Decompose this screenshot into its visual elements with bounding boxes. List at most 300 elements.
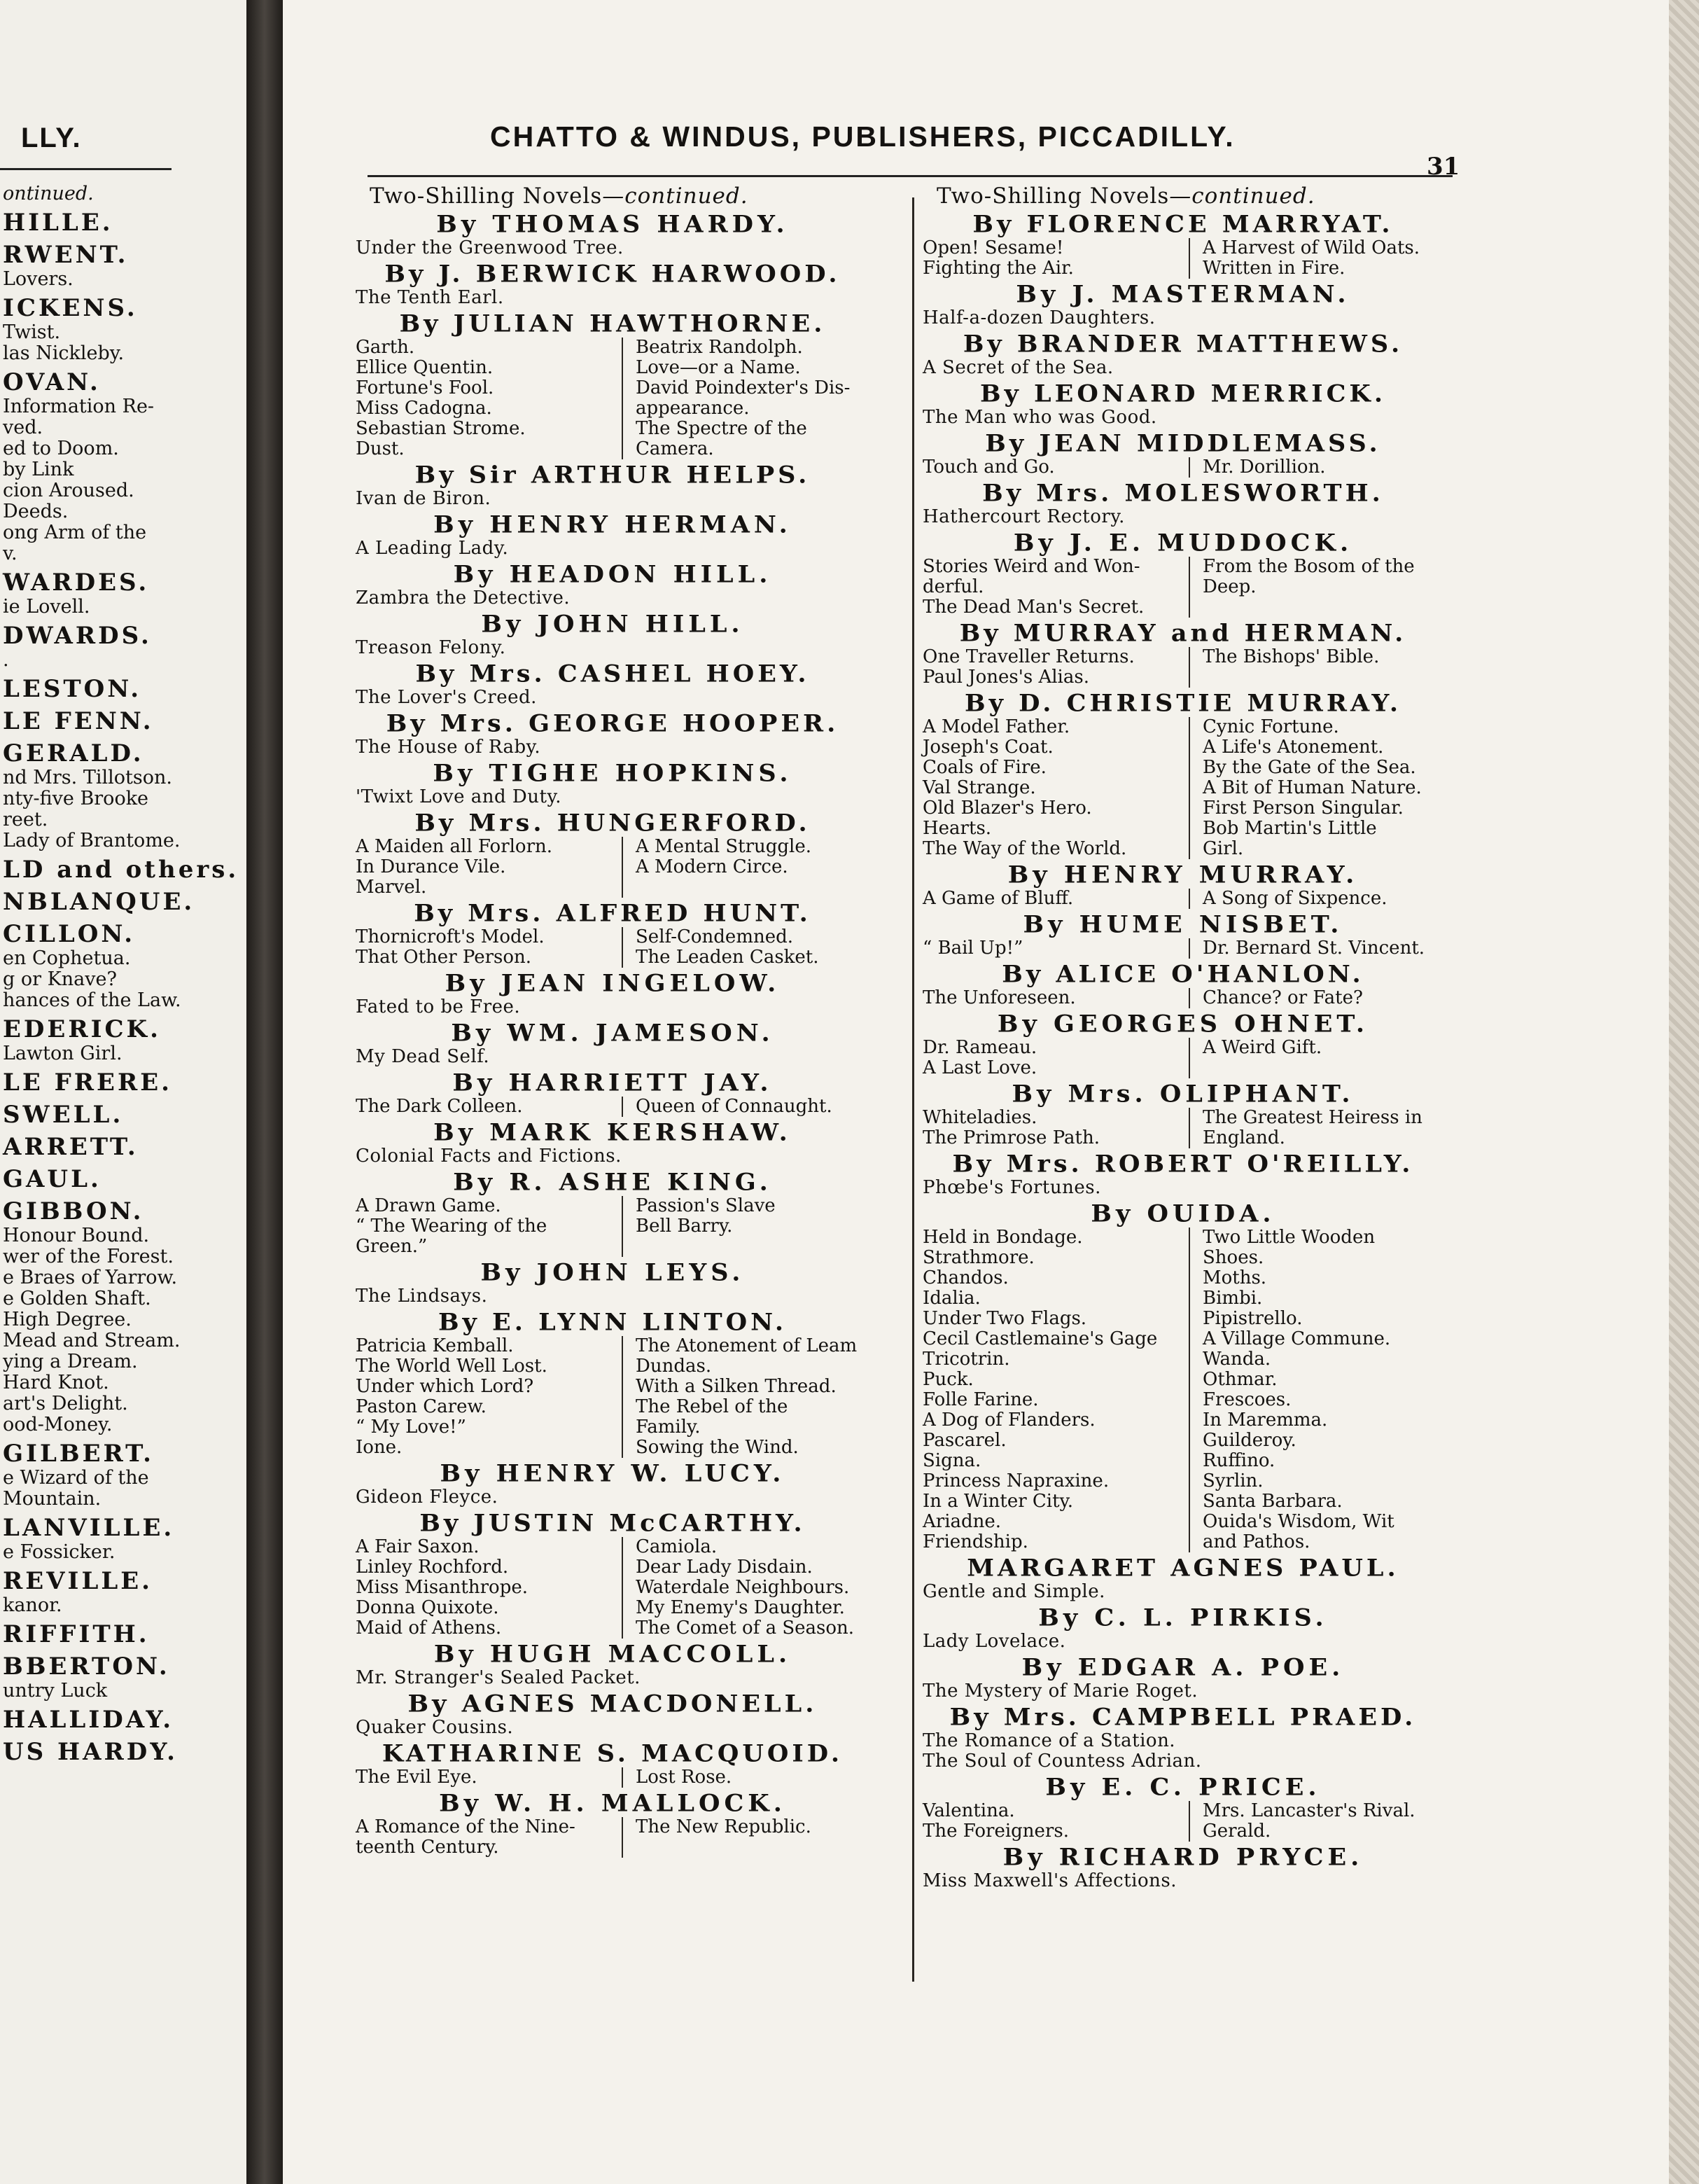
book-title: Whiteladies. (923, 1107, 1037, 1128)
author-entry (336, 1641, 889, 1688)
book-title: Moths. (1203, 1267, 1267, 1288)
book-title: ong Arm of the (3, 522, 147, 543)
book-title: The Soul of Countess Adrian. (923, 1751, 1202, 1772)
book-title: Patricia Kemball. (356, 1335, 514, 1356)
book-title: Old Blazer's Hero. (923, 798, 1092, 819)
author-entry (336, 211, 889, 258)
book-title: The Greatest Heiress in (1203, 1107, 1422, 1128)
book-title: ontinued. (3, 183, 94, 204)
book-title: Donna Quixote. (356, 1597, 499, 1618)
author-entry (903, 1081, 1463, 1148)
author-heading: By Mrs. ROBERT O'REILLY. (952, 1150, 1414, 1178)
author-entry (336, 1070, 889, 1117)
book-title: A Weird Gift. (1203, 1037, 1322, 1058)
book-title: With a Silken Thread. (636, 1376, 837, 1397)
book-title: Fated to be Free. (356, 996, 521, 1017)
author-heading: GERALD. (3, 739, 144, 767)
book-title: Ivan de Biron. (356, 488, 491, 509)
book-title: The House of Raby. (356, 737, 541, 758)
author-heading: By JOHN HILL. (481, 611, 744, 638)
title-grid (336, 1336, 889, 1458)
author-heading: By E. LYNN LINTON. (438, 1309, 788, 1336)
author-heading: By HENRY W. LUCY. (440, 1460, 785, 1487)
book-title: Treason Felony. (356, 637, 506, 658)
book-title: Marvel. (356, 877, 427, 898)
author-entry (336, 661, 889, 708)
author-heading: By HEADON HILL. (453, 561, 772, 588)
book-title: and Pathos. (1203, 1531, 1310, 1552)
book-title: ie Lovell. (3, 596, 90, 618)
book-title: Gentle and Simple. (923, 1581, 1105, 1602)
title-column-2 (622, 1767, 889, 1788)
book-title: Ellice Quentin. (356, 357, 494, 378)
book-title: Puck. (923, 1369, 974, 1390)
book-title: Mrs. Lancaster's Rival. (1203, 1800, 1415, 1821)
author-heading: WARDES. (3, 569, 150, 597)
author-heading: LANVILLE. (3, 1514, 175, 1542)
book-title: appearance. (636, 398, 750, 419)
title-column-1 (903, 1038, 1189, 1078)
author-heading: By HUGH MACCOLL. (433, 1641, 792, 1668)
title-column-1 (336, 1767, 622, 1788)
book-title: e Braes of Yarrow. (3, 1267, 178, 1288)
book-title: wer of the Forest. (3, 1246, 174, 1267)
author-heading: By THOMAS HARDY. (436, 211, 789, 238)
book-title: Fighting the Air. (923, 258, 1074, 279)
title-column-1 (336, 837, 622, 898)
book-title: A Harvest of Wild Oats. (1203, 237, 1420, 258)
title-column-2 (622, 927, 889, 968)
author-entry (336, 462, 889, 509)
author-entry (903, 211, 1463, 279)
book-gutter (246, 0, 283, 2184)
author-heading: By E. C. PRICE. (1045, 1774, 1321, 1801)
book-title: cion Aroused. (3, 480, 134, 501)
book-title: My Enemy's Daughter. (636, 1597, 845, 1618)
book-title: Quaker Cousins. (356, 1717, 514, 1738)
book-title: Wanda. (1203, 1349, 1271, 1370)
left-page-text (3, 183, 241, 1766)
book-title: Touch and Go. (923, 457, 1055, 478)
book-title: e Fossicker. (3, 1541, 116, 1563)
author-heading: By EDGAR A. POE. (1021, 1654, 1345, 1681)
book-title: Folle Farine. (923, 1389, 1039, 1410)
book-title: The Lindsays. (356, 1286, 488, 1307)
author-heading: By C. L. PIRKIS. (1038, 1604, 1328, 1632)
book-title: Beatrix Randolph. (636, 337, 803, 358)
title-grid (903, 1801, 1463, 1842)
book-title: Strathmore. (923, 1247, 1035, 1268)
author-entry (336, 900, 889, 968)
book-title: ood-Money. (3, 1414, 113, 1435)
book-title: Honour Bound. (3, 1225, 150, 1246)
running-head: CHATTO & WINDUS, PUBLISHERS, PICCADILLY. (490, 120, 1236, 153)
book-title: A Mental Struggle. (636, 836, 812, 857)
book-title: g or Knave? (3, 968, 117, 990)
author-heading: By MURRAY and HERMAN. (959, 620, 1407, 647)
left-page-head-rule (0, 168, 172, 170)
book-title: Tricotrin. (923, 1349, 1010, 1370)
author-heading: By HENRY MURRAY. (1007, 861, 1359, 889)
book-title: The Primrose Path. (923, 1127, 1100, 1148)
book-title: England. (1203, 1127, 1285, 1148)
book-title: Paston Carew. (356, 1396, 487, 1417)
book-title: Frescoes. (1203, 1389, 1292, 1410)
book-title: nty-five Brooke (3, 788, 149, 809)
book-title: Pipistrello. (1203, 1308, 1303, 1329)
title-grid (903, 1227, 1463, 1552)
author-heading: NBLANQUE. (3, 888, 195, 916)
book-title: Passion's Slave (636, 1195, 776, 1216)
book-title: e Golden Shaft. (3, 1288, 151, 1309)
book-title: Two Little Wooden (1203, 1227, 1376, 1248)
book-title: Princess Napraxine. (923, 1470, 1110, 1491)
book-title: Pascarel. (923, 1430, 1007, 1451)
book-title: The Evil Eye. (356, 1767, 477, 1788)
title-column-2 (1189, 457, 1463, 478)
author-entry (336, 1260, 889, 1307)
book-title: The Spectre of the (636, 418, 807, 439)
title-grid (903, 938, 1463, 959)
book-title: Green.” (356, 1236, 428, 1257)
author-heading: By TIGHE HOPKINS. (433, 760, 792, 787)
book-title: The Dead Man's Secret. (923, 597, 1145, 618)
book-title: v. (3, 543, 18, 564)
book-title: Garth. (356, 337, 415, 358)
book-title: Shoes. (1203, 1247, 1264, 1268)
author-heading: LE FRERE. (3, 1069, 172, 1097)
book-title: Under which Lord? (356, 1376, 534, 1397)
author-heading: By JULIAN HAWTHORNE. (399, 310, 826, 338)
book-title: Dust. (356, 438, 405, 459)
column-title (937, 183, 1463, 209)
book-title: Mead and Stream. (3, 1330, 181, 1351)
book-title: The Way of the World. (923, 838, 1127, 859)
book-title: A Song of Sixpence. (1203, 888, 1387, 909)
author-heading: ARRETT. (3, 1133, 139, 1161)
left-column-entries (336, 211, 889, 1858)
author-heading: MARGARET AGNES PAUL. (967, 1554, 1399, 1582)
right-column (903, 183, 1463, 1891)
column-title-suffix: —continued. (1169, 183, 1315, 209)
title-grid (903, 988, 1463, 1008)
title-grid (336, 1537, 889, 1639)
author-entry (903, 530, 1463, 618)
title-column-1 (903, 1801, 1189, 1842)
book-title: Waterdale Neighbours. (636, 1577, 850, 1598)
book-title: Dear Lady Disdain. (636, 1557, 813, 1578)
author-heading: By J. BERWICK HARWOOD. (384, 260, 841, 288)
book-title: Written in Fire. (1203, 258, 1345, 279)
title-grid (336, 1196, 889, 1257)
author-entry (903, 281, 1463, 328)
author-entry (336, 1169, 889, 1257)
author-entry (336, 1120, 889, 1167)
title-grid (336, 1767, 889, 1788)
book-title: Ruffino. (1203, 1450, 1275, 1471)
author-heading: By Sir ARTHUR HELPS. (414, 461, 811, 489)
header-rule (368, 175, 1453, 177)
author-entry (336, 1309, 889, 1458)
author-heading: By JUSTIN McCARTHY. (419, 1510, 806, 1537)
book-title: Deep. (1203, 576, 1257, 597)
author-entry (336, 1461, 889, 1508)
title-grid (903, 1108, 1463, 1148)
book-title: The Rebel of the (636, 1396, 788, 1417)
book-title: “ Bail Up!” (923, 938, 1023, 959)
book-title: Colonial Facts and Fictions. (356, 1146, 622, 1167)
book-title: Joseph's Coat. (923, 737, 1054, 758)
book-title: Miss Cadogna. (356, 398, 492, 419)
book-title: Half-a-dozen Daughters. (923, 307, 1156, 328)
book-title: In Maremma. (1203, 1410, 1328, 1431)
author-heading: By RICHARD PRYCE. (1002, 1844, 1364, 1871)
book-title: The Man who was Good. (923, 407, 1157, 428)
book-title: Hathercourt Rectory. (923, 506, 1125, 527)
book-title: 'Twixt Love and Duty. (356, 786, 561, 807)
book-title: Phœbe's Fortunes. (923, 1177, 1101, 1198)
book-title: Mr. Stranger's Sealed Packet. (356, 1667, 641, 1688)
book-title: Self-Condemned. (636, 926, 794, 947)
book-title: The World Well Lost. (356, 1356, 547, 1377)
author-heading: US HARDY. (3, 1738, 179, 1766)
book-title: art's Delight. (3, 1393, 128, 1414)
author-heading: RWENT. (3, 241, 129, 269)
book-title: Syrlin. (1203, 1470, 1264, 1491)
title-grid (903, 717, 1463, 859)
book-title: Bob Martin's Little (1203, 818, 1377, 839)
book-title: Dr. Bernard St. Vincent. (1203, 938, 1425, 959)
book-title: A Life's Atonement. (1203, 737, 1384, 758)
book-title: teenth Century. (356, 1837, 499, 1858)
author-heading: LESTON. (3, 675, 142, 703)
title-grid (903, 457, 1463, 478)
author-entry (336, 1510, 889, 1639)
author-heading: By JEAN MIDDLEMASS. (985, 430, 1381, 457)
book-title: A Modern Circe. (636, 856, 788, 877)
book-title: e Wizard of the (3, 1467, 149, 1489)
title-grid (336, 1097, 889, 1117)
book-title: nd Mrs. Tillotson. (3, 767, 172, 788)
title-column-1 (903, 717, 1189, 859)
book-title: A Model Father. (923, 716, 1070, 737)
book-title: A Last Love. (923, 1057, 1037, 1078)
book-title: The Lover's Creed. (356, 687, 537, 708)
author-entry (336, 760, 889, 807)
book-title: Camiola. (636, 1536, 718, 1557)
book-title: A Maiden all Forlorn. (356, 836, 553, 857)
title-column-2 (1189, 647, 1463, 688)
author-heading: LE FENN. (3, 707, 154, 735)
book-title: Mountain. (3, 1488, 102, 1510)
book-title: The Romance of a Station. (923, 1730, 1176, 1751)
title-column-2 (622, 1097, 889, 1117)
title-column-2 (622, 1537, 889, 1639)
book-title: Under Two Flags. (923, 1308, 1087, 1329)
book-title: Guilderoy. (1203, 1430, 1296, 1451)
book-title: My Dead Self. (356, 1046, 490, 1067)
book-title: The Bishops' Bible. (1203, 646, 1380, 667)
author-entry (903, 331, 1463, 378)
book-title: Held in Bondage. (923, 1227, 1083, 1248)
author-entry (903, 1774, 1463, 1842)
author-entry (336, 1790, 889, 1858)
title-grid (903, 889, 1463, 909)
book-title: Queen of Connaught. (636, 1096, 832, 1117)
author-heading: DWARDS. (3, 622, 152, 650)
author-heading: By JOHN LEYS. (480, 1259, 745, 1286)
book-title: A Bit of Human Nature. (1203, 777, 1422, 798)
book-title: Bimbi. (1203, 1288, 1263, 1309)
right-column-entries (903, 211, 1463, 1891)
book-title: Deeds. (3, 501, 69, 522)
author-entry (903, 1844, 1463, 1891)
book-title: A Dog of Flanders. (923, 1410, 1096, 1431)
title-column-2 (622, 1196, 889, 1257)
author-heading: By J. MASTERMAN. (1016, 281, 1350, 308)
book-title: Idalia. (923, 1288, 981, 1309)
book-title: las Nickleby. (3, 342, 125, 364)
book-title: Camera. (636, 438, 714, 459)
book-title: untry Luck (3, 1680, 108, 1702)
author-heading: GIBBON. (3, 1197, 144, 1225)
author-heading: By Mrs. GEORGE HOOPER. (386, 710, 839, 737)
left-page-running-head: LLY. (21, 123, 82, 153)
author-entry (903, 1555, 1463, 1602)
book-title: Ariadne. (923, 1511, 1002, 1532)
title-grid (903, 1038, 1463, 1078)
book-title: The Tenth Earl. (356, 287, 504, 308)
author-heading: By J. E. MUDDOCK. (1013, 529, 1353, 557)
author-entry (336, 611, 889, 658)
book-title: by Link (3, 459, 74, 480)
author-heading: By Mrs. CASHEL HOEY. (415, 660, 810, 688)
author-entry (903, 912, 1463, 959)
author-heading: By LEONARD MERRICK. (979, 380, 1387, 408)
book-title: Thornicroft's Model. (356, 926, 545, 947)
book-title: Hard Knot. (3, 1372, 109, 1393)
author-heading: By MARK KERSHAW. (433, 1119, 792, 1146)
author-heading: By OUIDA. (1091, 1200, 1275, 1227)
book-title: “ The Wearing of the (356, 1216, 547, 1237)
title-column-2 (1189, 1801, 1463, 1842)
book-title: Twist. (3, 321, 61, 343)
book-title: reet. (3, 809, 48, 830)
title-column-2 (1189, 1038, 1463, 1078)
author-entry (903, 431, 1463, 478)
author-heading: By ALICE O'HANLON. (1002, 961, 1364, 988)
author-heading: HALLIDAY. (3, 1706, 174, 1734)
author-entry (336, 1741, 889, 1788)
author-entry (336, 810, 889, 898)
author-heading: BBERTON. (3, 1653, 170, 1681)
title-column-1 (903, 457, 1189, 478)
author-heading: By Mrs. HUNGERFORD. (414, 809, 811, 837)
book-title: Chandos. (923, 1267, 1009, 1288)
book-title: A Romance of the Nine- (356, 1816, 575, 1837)
book-title: Lovers. (3, 268, 74, 290)
author-heading: By R. ASHE KING. (453, 1169, 772, 1196)
book-title: Signa. (923, 1450, 981, 1471)
title-column-2 (1189, 557, 1463, 618)
book-title: The Leaden Casket. (636, 947, 819, 968)
book-title: Girl. (1203, 838, 1244, 859)
author-heading: HILLE. (3, 209, 113, 237)
book-title: Valentina. (923, 1800, 1015, 1821)
title-column-2 (622, 1817, 889, 1858)
title-grid (336, 338, 889, 459)
author-entry (903, 1201, 1463, 1552)
title-column-2 (1189, 717, 1463, 859)
author-heading: By HARRIETT JAY. (452, 1069, 773, 1097)
left-facing-page (0, 0, 246, 2184)
book-title: The Foreigners. (923, 1821, 1069, 1842)
book-title: Stories Weird and Won- (923, 556, 1140, 577)
author-heading: By AGNES MACDONELL. (407, 1690, 818, 1718)
author-heading: KATHARINE S. MACQUOID. (382, 1740, 844, 1767)
title-column-1 (903, 647, 1189, 688)
column-title (370, 183, 889, 209)
book-title: . (3, 649, 9, 671)
book-title: High Degree. (3, 1309, 132, 1330)
title-grid (903, 238, 1463, 279)
author-entry (903, 961, 1463, 1008)
author-entry (903, 862, 1463, 909)
author-entry (903, 480, 1463, 527)
book-title: Miss Maxwell's Affections. (923, 1870, 1177, 1891)
book-title: A Game of Bluff. (923, 888, 1074, 909)
title-column-1 (336, 1537, 622, 1639)
title-column-1 (336, 1336, 622, 1458)
title-grid (336, 927, 889, 968)
book-title: Love—or a Name. (636, 357, 801, 378)
book-title: Paul Jones's Alias. (923, 667, 1089, 688)
title-grid (336, 837, 889, 898)
book-title: Cynic Fortune. (1203, 716, 1339, 737)
page-edge-background (1669, 0, 1699, 2184)
book-title: hances of the Law. (3, 989, 181, 1011)
column-title-suffix: —continued. (602, 183, 748, 209)
book-title: Dundas. (636, 1356, 712, 1377)
author-heading: By WM. JAMESON. (451, 1020, 774, 1047)
book-title: Linley Rochford. (356, 1557, 509, 1578)
title-column-2 (622, 1336, 889, 1458)
title-column-1 (903, 238, 1189, 279)
author-entry (903, 620, 1463, 688)
book-title: Maid of Athens. (356, 1618, 502, 1639)
author-heading: By Mrs. ALFRED HUNT. (414, 900, 811, 927)
book-title: Open! Sesame! (923, 237, 1064, 258)
book-title: Gideon Fleyce. (356, 1487, 498, 1508)
book-title: In a Winter City. (923, 1491, 1074, 1512)
title-column-1 (903, 938, 1189, 959)
book-title: Santa Barbara. (1203, 1491, 1343, 1512)
book-title: The Atonement of Leam (636, 1335, 858, 1356)
book-title: The Mystery of Marie Roget. (923, 1681, 1198, 1702)
author-heading: By Mrs. OLIPHANT. (1012, 1080, 1355, 1108)
author-entry (903, 1605, 1463, 1652)
book-title: derful. (923, 576, 984, 597)
author-entry (903, 1655, 1463, 1702)
book-title: From the Bosom of the (1203, 556, 1415, 577)
book-title: The New Republic. (636, 1816, 811, 1837)
title-column-1 (336, 1196, 622, 1257)
column-title-text: Two-Shilling Novels (937, 183, 1170, 209)
title-column-2 (1189, 238, 1463, 279)
author-heading: RIFFITH. (3, 1620, 150, 1648)
book-title: The Comet of a Season. (636, 1618, 855, 1639)
book-title: Lady of Brantome. (3, 830, 181, 851)
